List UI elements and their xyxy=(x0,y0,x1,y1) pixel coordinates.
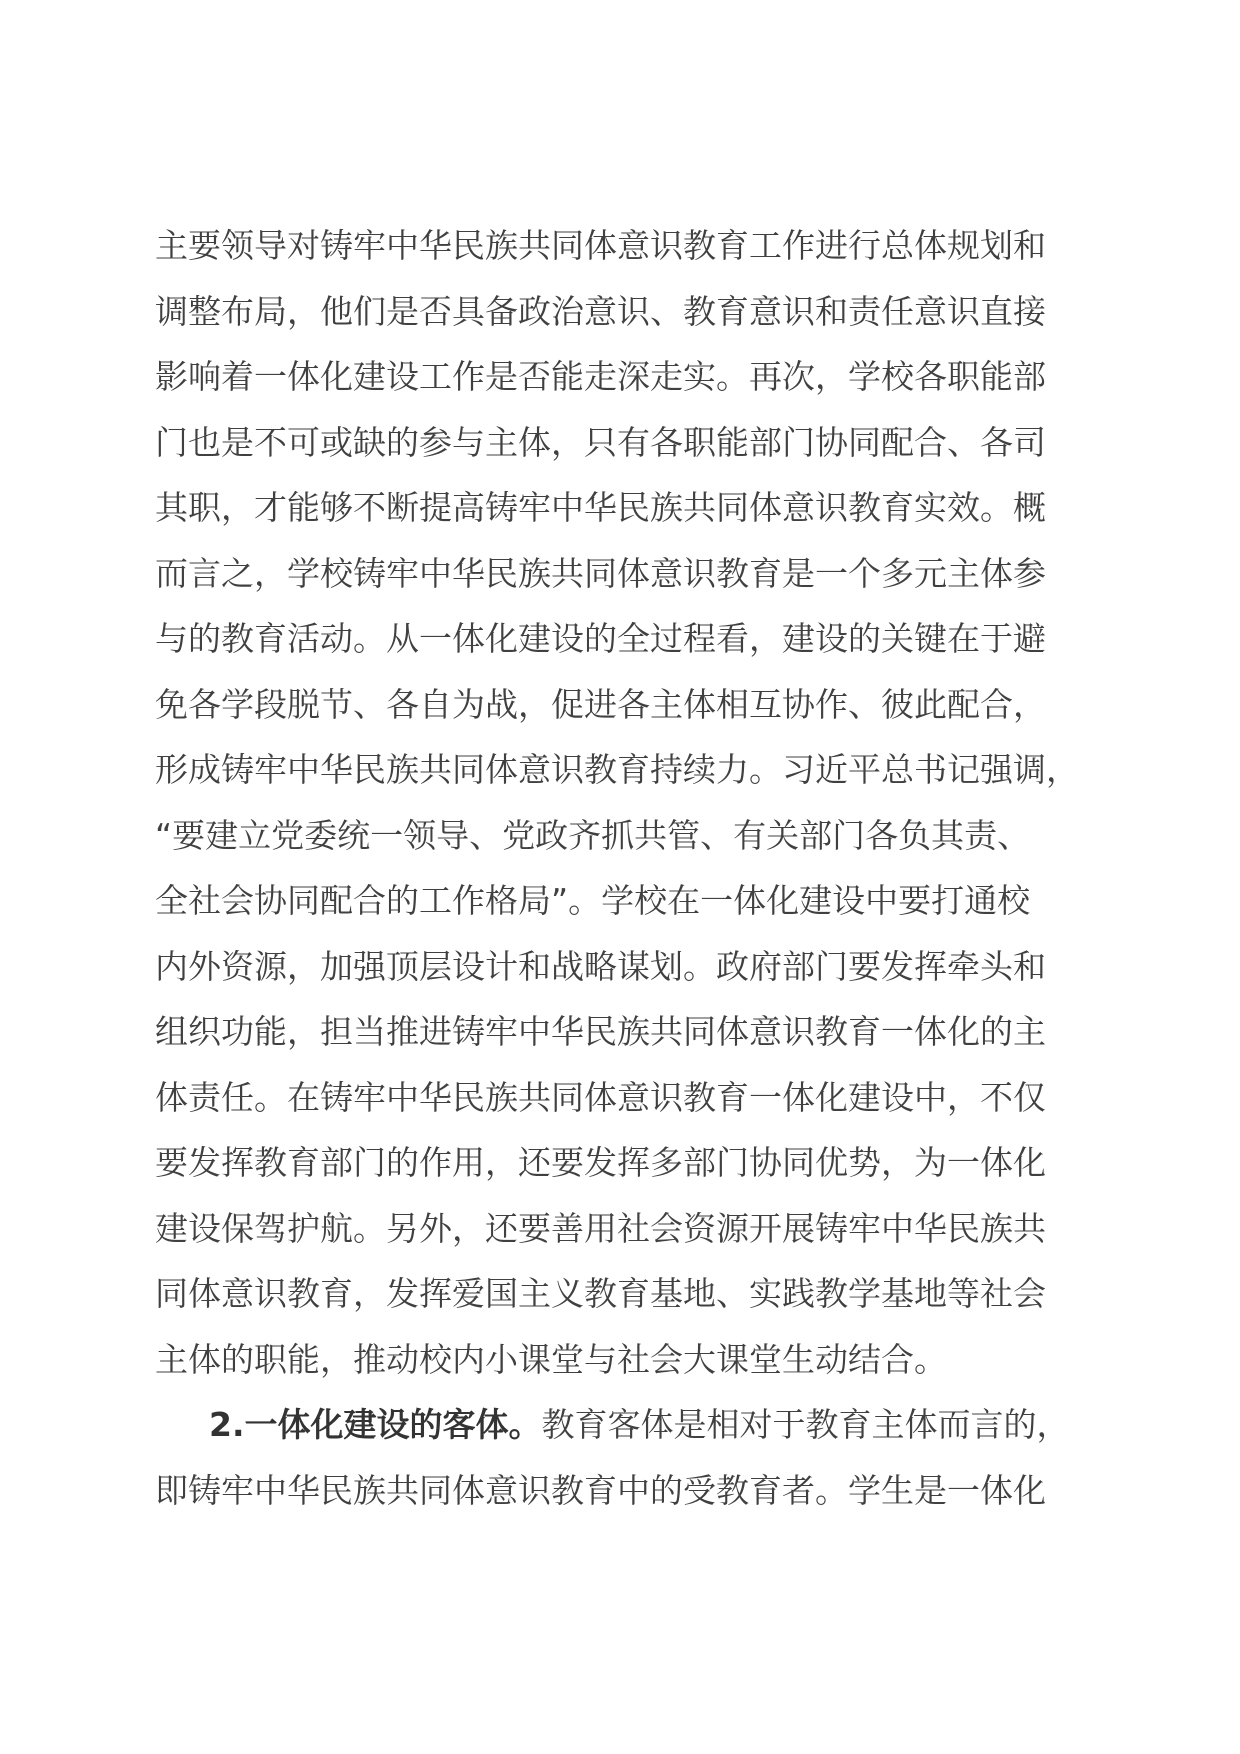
text-line: 形成铸牢中华民族共同体意识教育持续力。习近平总书记强调， xyxy=(155,750,1079,789)
text-line: 其职，才能够不断提高铸牢中华民族共同体意识教育实效。概 xyxy=(155,488,1046,527)
text-line: “要建立党委统一领导、党政齐抓共管、有关部门各负其责、 xyxy=(155,815,1031,855)
text-line: 免各学段脱节、各自为战，促进各主体相互协作、彼此配合， xyxy=(155,684,1046,724)
section-heading-continuation: 教育客体是相对于教育主体而言的， xyxy=(541,1405,1070,1444)
text-line: 门也是不可或缺的参与主体，只有各职能部门协同配合、各司 xyxy=(155,422,1046,462)
document-body xyxy=(155,213,1085,1523)
text-line: 同体意识教育，发挥爱国主义教育基地、实践教学基地等社会 xyxy=(155,1274,1046,1313)
text-line: 组织功能，担当推进铸牢中华民族共同体意识教育一体化的主 xyxy=(155,1012,1046,1051)
text-line: 要发挥教育部门的作用，还要发挥多部门协同优势，为一体化 xyxy=(155,1143,1046,1182)
text-line: 调整布局，他们是否具备政治意识、教育意识和责任意识直接 xyxy=(155,291,1046,331)
text-line: 全社会协同配合的工作格局”。学校在一体化建设中要打通校 xyxy=(155,881,1031,920)
section-heading: 2.一体化建设的客体。 xyxy=(209,1405,542,1444)
text-line: 影响着一体化建设工作是否能走深走实。再次，学校各职能部 xyxy=(155,357,1046,396)
text-line: 主体的职能，推动校内小课堂与社会大课堂生动结合。 xyxy=(155,1339,947,1379)
text-line: 而言之，学校铸牢中华民族共同体意识教育是一个多元主体参 xyxy=(155,553,1046,593)
text-line: 内外资源，加强顶层设计和战略谋划。政府部门要发挥牵头和 xyxy=(155,946,1046,986)
text-line: 与的教育活动。从一体化建设的全过程看，建设的关键在于避 xyxy=(155,619,1046,658)
text-line: 体责任。在铸牢中华民族共同体意识教育一体化建设中，不仅 xyxy=(155,1077,1046,1117)
section-heading-line xyxy=(155,1392,1085,1458)
text-line: 建设保驾护航。另外，还要善用社会资源开展铸牢中华民族共 xyxy=(155,1208,1046,1248)
text-line: 即铸牢中华民族共同体意识教育中的受教育者。学生是一体化 xyxy=(155,1470,1046,1510)
text-line: 主要领导对铸牢中华民族共同体意识教育工作进行总体规划和 xyxy=(155,226,1046,265)
